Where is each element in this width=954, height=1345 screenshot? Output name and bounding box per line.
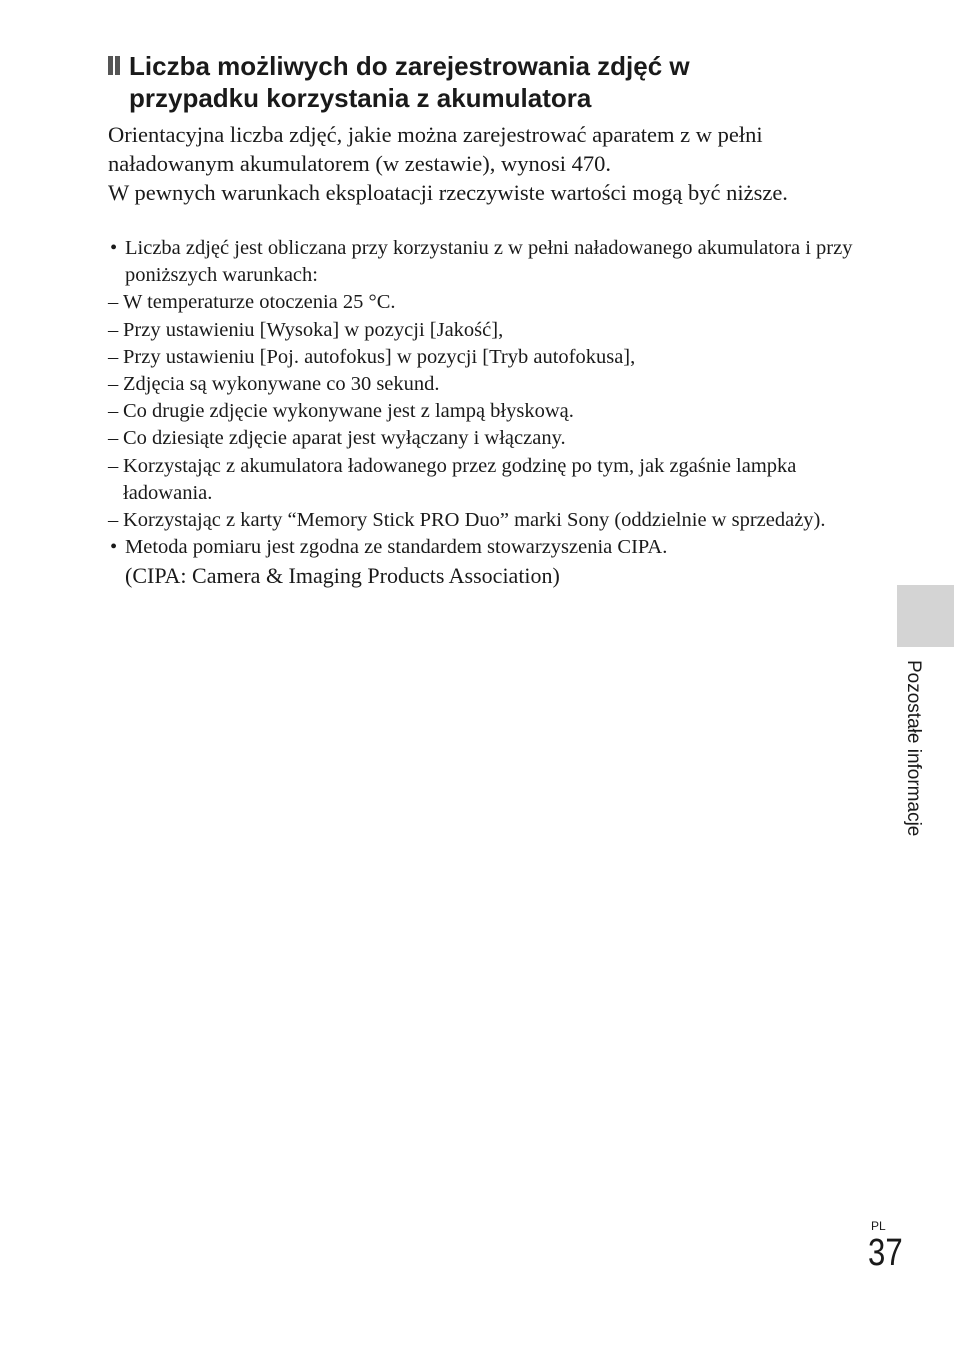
section-heading — [108, 50, 868, 114]
condition-text: W temperaturze otoczenia 25 °C. — [123, 291, 396, 314]
page-number: 37 — [868, 1232, 903, 1274]
dash-icon: – — [108, 318, 119, 341]
intro-paragraph-2: W pewnych warunkach eksploatacji rzeczywiste wartości mogą być niższe. — [108, 180, 788, 205]
language-code: PL — [871, 1219, 886, 1233]
condition-item — [108, 507, 868, 534]
condition-text: Korzystając z akumulatora ładowanego przez godzinę po tym, jak zgaśnie lampka ładowania. — [123, 454, 797, 504]
condition-text: Korzystając z karty “Memory Stick PRO Duo” marki Sony (oddzielnie w sprzedaży). — [123, 509, 826, 532]
condition-item — [108, 398, 868, 425]
heading-line-1: Liczba możliwych do zarejestrowania zdjęć w — [129, 51, 690, 81]
bullet-item-1 — [108, 235, 868, 289]
condition-text: Co drugie zdjęcie wykonywane jest z lampą błyskową. — [123, 400, 574, 423]
heading-line-2: przypadku korzystania z akumulatora — [129, 83, 592, 113]
dash-icon: – — [108, 373, 119, 396]
condition-item — [108, 425, 868, 452]
intro-text — [108, 120, 878, 207]
condition-text: Zdjęcia są wykonywane co 30 sekund. — [123, 373, 440, 396]
dash-icon: – — [108, 400, 119, 423]
bullet-icon: • — [110, 237, 118, 259]
dash-icon: – — [108, 509, 119, 532]
condition-text: Przy ustawieniu [Wysoka] w pozycji [Jakość], — [123, 318, 504, 341]
heading-marker-icon — [108, 56, 120, 75]
condition-text: Przy ustawieniu [Poj. autofokus] w pozycji [Tryb autofokusa], — [123, 345, 636, 368]
bullet-text: Metoda pomiaru jest zgodna ze standardem stowarzyszenia CIPA. — [125, 536, 668, 559]
conditions-list — [108, 235, 868, 590]
condition-item — [108, 317, 868, 344]
intro-paragraph-1: Orientacyjna liczba zdjęć, jakie można zarejestrować aparatem z w pełni naładowanym akumulatorem (w zestawie), wynosi 470. — [108, 122, 763, 176]
bullet-text: Liczba zdjęć jest obliczana przy korzystaniu z w pełni naładowanego akumulatora i przy poniższych warunkach: — [125, 237, 853, 287]
section-tab-marker — [897, 585, 954, 647]
bullet-item-2 — [108, 534, 868, 590]
dash-icon: – — [108, 291, 119, 314]
bullet-icon: • — [110, 536, 118, 559]
condition-item — [108, 453, 868, 507]
side-section-label: Pozostałe informacje — [903, 660, 924, 837]
condition-item — [108, 344, 868, 371]
condition-item — [108, 371, 868, 398]
dash-icon: – — [108, 454, 119, 477]
condition-text: Co dziesiąte zdjęcie aparat jest wyłączany i włączany. — [123, 427, 566, 450]
dash-icon: – — [108, 427, 119, 450]
cipa-note: (CIPA: Camera & Imaging Products Association) — [125, 563, 560, 589]
condition-item — [108, 289, 868, 316]
dash-icon: – — [108, 345, 119, 368]
